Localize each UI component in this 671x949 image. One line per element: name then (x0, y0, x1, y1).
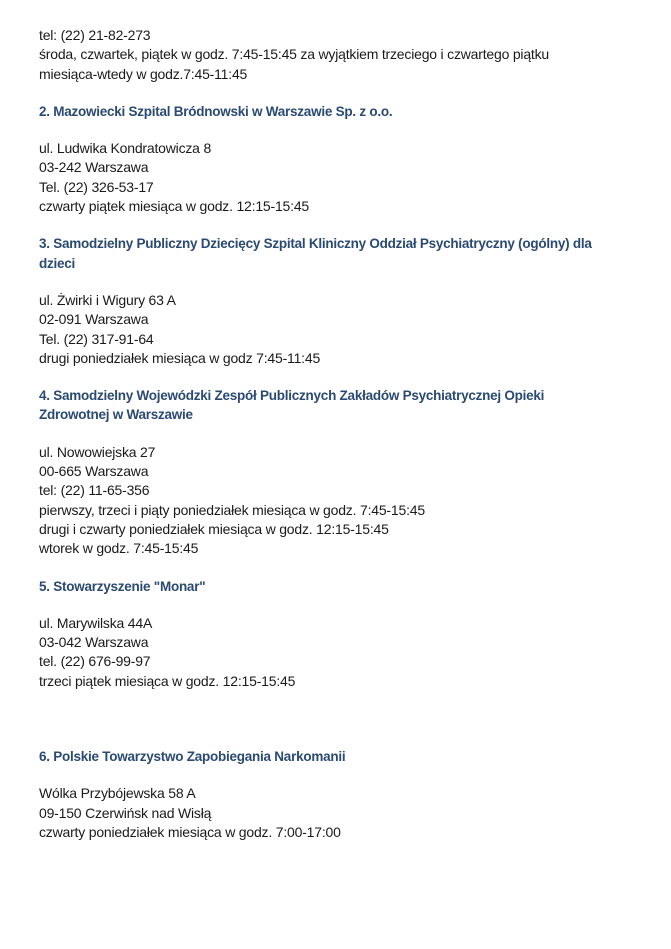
entry-street: Wólka Przybójewska 58 A (39, 785, 196, 802)
entry-phone: Tel. (22) 326-53-17 (39, 178, 154, 195)
entry-street: ul. Nowowiejska 27 (39, 443, 156, 460)
entry-monar (39, 577, 639, 691)
entry-hours: czwarty poniedziałek miesiąca w godz. 7:00-17:00 (39, 823, 341, 840)
entry-street: ul. Ludwika Kondratowicza 8 (39, 140, 212, 157)
entry-street: ul. Żwirki i Wigury 63 A (39, 291, 176, 308)
entry-heading-continued: dzieci (39, 255, 76, 271)
entry-city: 09-150 Czerwińsk nad Wisłą (39, 804, 212, 821)
entry-street: ul. Marywilska 44A (39, 614, 153, 631)
entry-ptzn (39, 747, 639, 842)
intro-block (39, 26, 639, 84)
intro-hours-continued: miesiąca-wtedy w godz.7:45-11:45 (39, 65, 248, 82)
entry-heading: 4. Samodzielny Wojewódzki Zespół Publicznych Zakładów Psychiatrycznej Opieki (39, 388, 545, 404)
entry-heading: 2. Mazowiecki Szpital Bródnowski w Warszawie Sp. z o.o. (39, 103, 393, 119)
entry-city: 00-665 Warszawa (39, 463, 149, 480)
entry-hours: czwarty piątek miesiąca w godz. 12:15-15:45 (39, 198, 309, 215)
entry-wojewodzki-zespol (39, 386, 639, 558)
intro-phone: tel: (22) 21-82-273 (39, 27, 151, 43)
entry-phone: tel. (22) 676-99-97 (39, 653, 151, 670)
entry-phone: Tel. (22) 317-91-64 (39, 330, 154, 347)
entry-hours: drugi poniedziałek miesiąca w godz 7:45-11:45 (39, 349, 321, 366)
intro-hours: środa, czwartek, piątek w godz. 7:45-15:45 za wyjątkiem trzeciego i czwartego piątku (39, 46, 550, 63)
entry-hours: pierwszy, trzeci i piąty poniedziałek miesiąca w godz. 7:45-15:45 (39, 501, 425, 518)
entry-mazowiecki-szpital (39, 102, 639, 216)
entry-heading: 3. Samodzielny Publiczny Dziecięcy Szpital Kliniczny Oddział Psychiatryczny (ogólny) dla (39, 236, 592, 252)
entry-city: 02-091 Warszawa (39, 311, 149, 328)
entry-phone: tel: (22) 11-65-356 (39, 482, 150, 499)
entry-hours-2: drugi i czwarty poniedziałek miesiąca w godz. 12:15-15:45 (39, 520, 389, 537)
entry-heading: 5. Stowarzyszenie "Monar" (39, 578, 206, 594)
entry-city: 03-042 Warszawa (39, 634, 149, 651)
entry-hours-3: wtorek w godz. 7:45-15:45 (39, 540, 199, 557)
document-page (39, 26, 639, 842)
entry-city: 03-242 Warszawa (39, 159, 149, 176)
entry-dzieciecy-szpital (39, 234, 639, 368)
entry-hours: trzeci piątek miesiąca w godz. 12:15-15:45 (39, 672, 296, 689)
entry-heading-continued: Zdrowotnej w Warszawie (39, 407, 193, 423)
entry-heading: 6. Polskie Towarzystwo Zapobiegania Narkomanii (39, 749, 346, 765)
